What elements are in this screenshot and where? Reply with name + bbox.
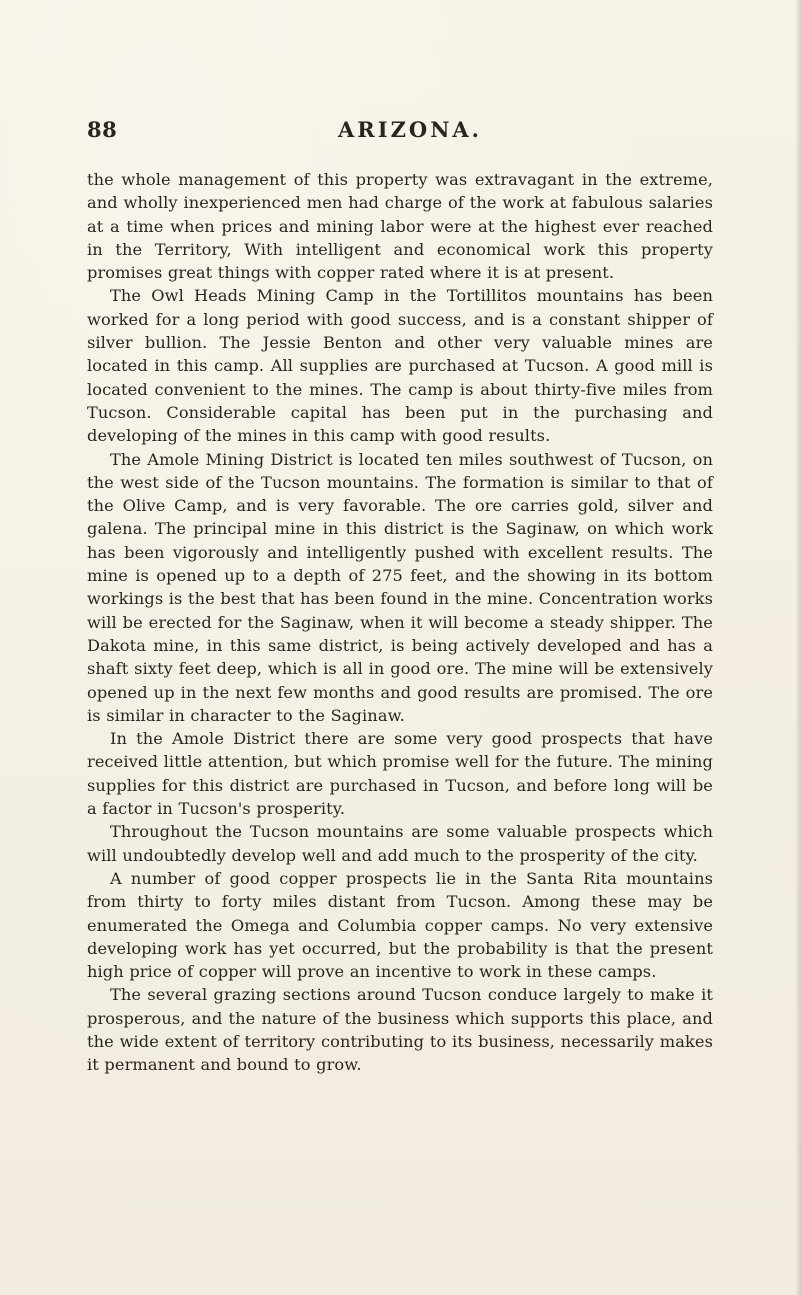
page-edge-shadow [795, 0, 801, 1295]
paragraph-6: A number of good copper prospects lie in the Santa Rita mountains from thirty to forty miles distant from Tucson. Among these may be enumerated the Omega and Columbia copper camps. No very extensive developing work has yet occurred, but the probability is that the present high price of copper will prove an incentive to work in these camps. [87, 868, 713, 982]
paragraph-2: The Owl Heads Mining Camp in the Tortillitos mountains has been worked for a long period with good success, and is a constant shipper of silver bullion. The Jessie Benton and other very valuable mines are located in this camp. All supplies are purchased at Tucson. A good mill is located convenient to the mines. The camp is about thirty-five miles from Tucson. Considerable capital has been put in the purchasing and developing of the mines in this camp with good results. [87, 286, 713, 446]
paragraph-5: Throughout the Tucson mountains are some valuable prospects which will undoubtedly develop well and add much to the prosperity of the city. [87, 822, 713, 865]
running-head [0, 117, 801, 147]
body-text [87, 168, 713, 1077]
paragraph-3: The Amole Mining District is located ten miles southwest of Tucson, on the west side of the Tucson mountains. The formation is similar to that of the Olive Camp, and is very favorable. The ore carries gold, silver and galena. The principal mine in this district is the Saginaw, on which work has been vigorously and intelligently pushed with excellent results. The mine is opened up to a depth of 275 feet, and the showing in its bottom workings is the best that has been found in the mine. Concentration works will be erected for the Saginaw, when it will become a steady shipper. The Dakota mine, in this same district, is being actively developed and has a shaft sixty feet deep, which is all in good ore. The mine will be extensively opened up in the next few months and good results are promised. The ore is similar in character to the Saginaw. [87, 449, 713, 725]
paragraph-4: In the Amole District there are some very good prospects that have received little attention, but which promise well for the future. The mining supplies for this district are purchased in Tucson, and before long will be a factor in Tucson's prosperity. [87, 729, 713, 819]
running-title: ARIZONA. [338, 117, 482, 142]
paragraph-1: the whole management of this property was extravagant in the extreme, and wholly inexperienced men had charge of the work at fabulous salaries at a time when prices and mining labor were at the highest ever reached in the Territory, With intelligent and economical work this property promises great things with copper rated where it is at present. [87, 170, 713, 283]
paragraph-7: The several grazing sections around Tucson conduce largely to make it prosperous, and the nature of the business which supports this place, and the wide extent of territory contributing to its business, necessarily makes it permanent and bound to grow. [87, 985, 713, 1075]
page-number: 88 [87, 117, 118, 142]
